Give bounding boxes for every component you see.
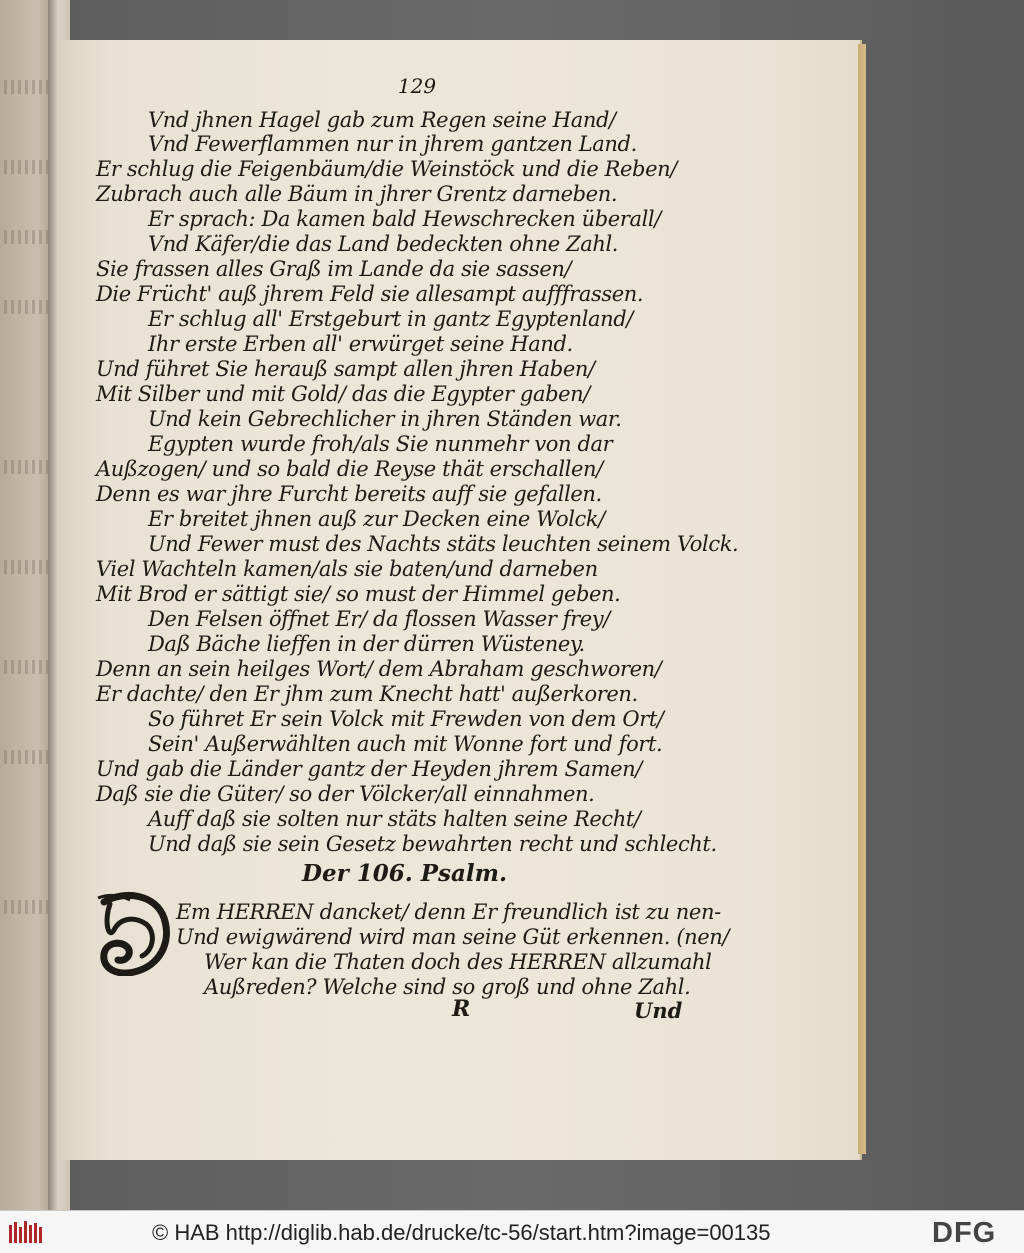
psalm-heading: Der 106. Psalm.	[302, 860, 507, 887]
dropcap-ornament	[94, 890, 172, 976]
page-number: 129	[397, 74, 437, 98]
text-line: Denn es war jhre Furcht bereits auff sie gefallen.	[96, 482, 602, 506]
text-line: Auff daß sie solten nur stäts halten seine Recht/	[148, 807, 641, 831]
text-line: Vnd Käfer/die das Land bedeckten ohne Zahl.	[148, 232, 619, 256]
signature-mark: R	[452, 996, 471, 1022]
text-line: Vnd Fewerflammen nur in jhrem gantzen Land.	[148, 132, 637, 156]
text-line: Em HERREN dancket/ denn Er freundlich ist zu nen-	[176, 900, 721, 924]
text-line: Zubrach auch alle Bäum in jhrer Grentz darneben.	[96, 182, 618, 206]
text-line: Und führet Sie herauß sampt allen jhren Haben/	[96, 357, 595, 381]
footer-bar	[0, 1210, 1024, 1253]
text-line: Viel Wachteln kamen/als sie baten/und darneben	[96, 557, 598, 581]
text-line: Sie frassen alles Graß im Lande da sie sassen/	[96, 257, 572, 281]
catchword: Und	[634, 998, 683, 1023]
text-line: Die Frücht' auß jhrem Feld sie allesampt aufffrassen.	[96, 282, 644, 306]
text-line: Wer kan die Thaten doch des HERREN allzumahl	[204, 950, 712, 974]
text-line: Und daß sie sein Gesetz bewahrten recht und schlecht.	[148, 832, 717, 856]
text-line: Sein' Außerwählten auch mit Wonne fort und fort.	[148, 732, 663, 756]
text-line: Er schlug all' Erstgeburt in gantz Egyptenland/	[148, 307, 633, 331]
text-line: Daß sie die Güter/ so der Völcker/all einnahmen.	[96, 782, 595, 806]
page-edge	[858, 44, 866, 1154]
text-line: Den Felsen öffnet Er/ da flossen Wasser frey/	[148, 607, 610, 631]
text-line: Und kein Gebrechlicher in jhren Ständen war.	[148, 407, 622, 431]
text-line: Egypten wurde froh/als Sie nunmehr von dar	[148, 432, 613, 456]
text-line: Und gab die Länder gantz der Heyden jhrem Samen/	[96, 757, 642, 781]
text-line: Mit Brod er sättigt sie/ so must der Himmel geben.	[96, 582, 621, 606]
text-line: Mit Silber und mit Gold/ das die Egypter gaben/	[96, 382, 590, 406]
dfg-logo: DFG	[932, 1217, 997, 1249]
copyright-link[interactable]: © HAB http://diglib.hab.de/drucke/tc-56/start.htm?image=00135	[152, 1220, 771, 1245]
text-line: Vnd jhnen Hagel gab zum Regen seine Hand/	[148, 108, 616, 132]
text-line: Er sprach: Da kamen bald Hewschrecken überall/	[148, 207, 661, 231]
text-line: Und ewigwärend wird man seine Güt erkennen. (nen/	[176, 925, 730, 949]
text-line: Daß Bäche lieffen in der dürren Wüsteney.	[148, 632, 585, 656]
text-line: Außreden? Welche sind so groß und ohne Zahl.	[204, 975, 691, 999]
text-line: Außzogen/ und so bald die Reyse thät erschallen/	[96, 457, 603, 481]
text-line: Und Fewer must des Nachts stäts leuchten seinem Volck.	[148, 532, 739, 556]
text-line: Ihr erste Erben all' erwürget seine Hand.	[148, 332, 573, 356]
text-line: Er dachte/ den Er jhm zum Knecht hatt' außerkoren.	[96, 682, 638, 706]
text-line: Er breitet jhnen auß zur Decken eine Wolck/	[148, 507, 605, 531]
hab-logo-icon	[8, 1219, 46, 1245]
text-line: Denn an sein heilges Wort/ dem Abraham geschworen/	[96, 657, 662, 681]
text-line: Er schlug die Feigenbäum/die Weinstöck und die Reben/	[96, 157, 677, 181]
text-line: So führet Er sein Volck mit Frewden von dem Ort/	[148, 707, 664, 731]
